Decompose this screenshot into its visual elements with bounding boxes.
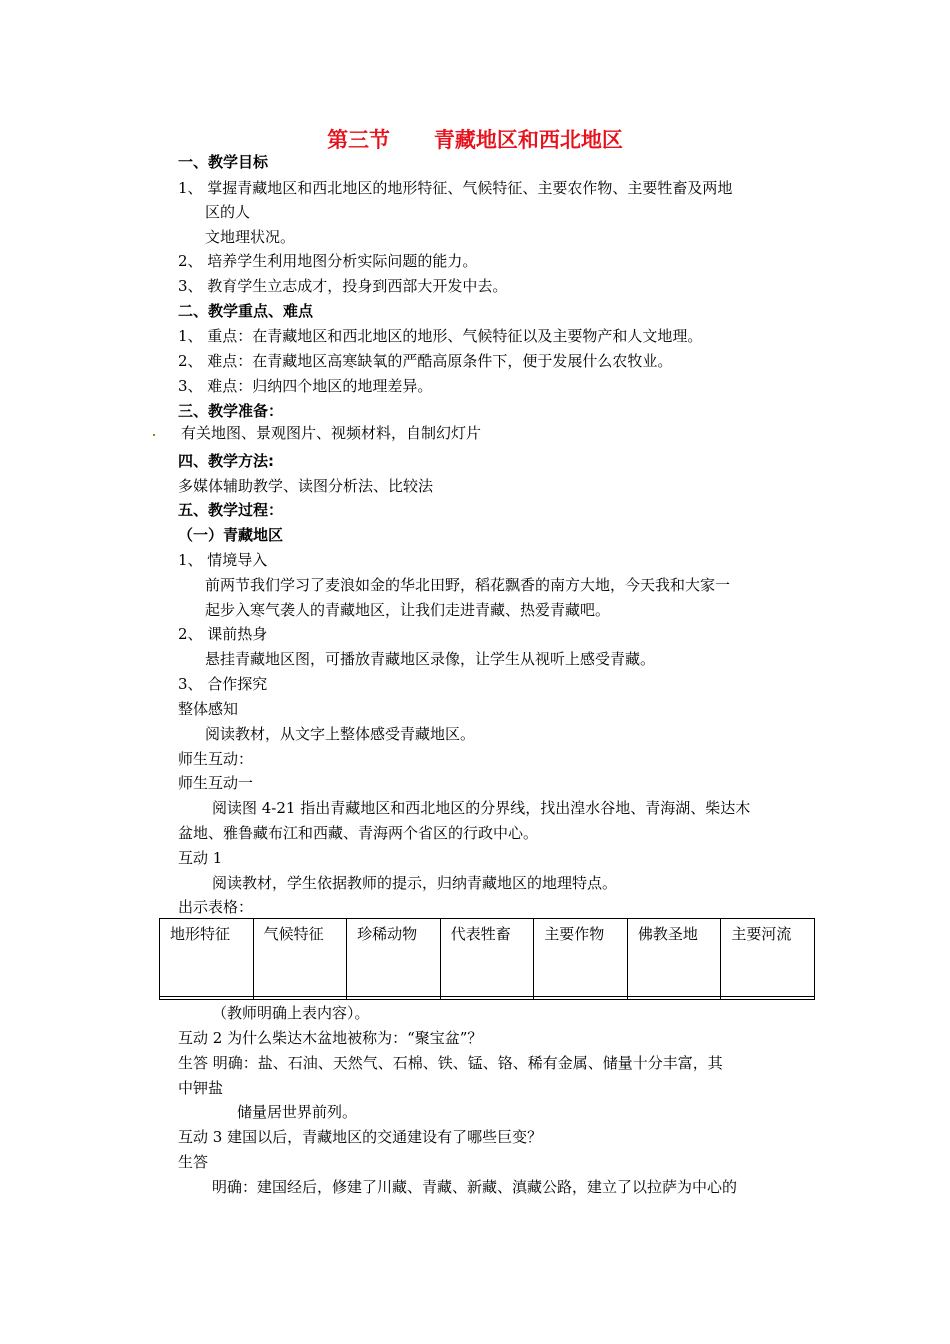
step-1-text: 前两节我们学习了麦浪如金的华北田野，稻花飘香的南方大地，今天我和大家一 <box>205 576 731 594</box>
table-row <box>160 997 815 1000</box>
interaction-one: 师生互动一 <box>178 774 254 792</box>
objective-2: 2、 培养学生利用地图分析实际问题的能力。 <box>178 252 478 270</box>
table-cell <box>440 997 534 1000</box>
section-heading-methods: 四、教学方法: <box>178 452 274 470</box>
answer-3-label: 生答 <box>178 1153 209 1171</box>
interaction-one-text: 阅读图 4-21 指出青藏地区和西北地区的分界线，找出湟水谷地、青海湖、柴达木 <box>212 799 751 817</box>
objective-3: 3、 教育学生立志成才，投身到西部大开发中去。 <box>178 277 508 295</box>
answer-3-text: 明确：建国经后，修建了川藏、青藏、新藏、滇藏公路，建立了以拉萨为中心的 <box>212 1178 738 1196</box>
stray-mark <box>153 434 155 436</box>
keypoint-2: 2、 难点：在青藏地区高寒缺氧的严酷高原条件下，便于发展什么农牧业。 <box>178 352 673 370</box>
step-3: 3、 合作探究 <box>178 675 268 693</box>
answer-2: 生答 明确：盐、石油、天然气、石棉、铁、锰、铬、稀有金属、储量十分丰富，其 <box>178 1054 723 1072</box>
table-header-cell: 代表牲畜 <box>440 919 534 997</box>
answer-2-cont: 中钾盐 <box>178 1079 224 1097</box>
objective-1-cont: 区的人 <box>205 203 251 221</box>
answer-2-cont2: 储量居世界前列。 <box>237 1103 358 1121</box>
section-heading-process: 五、教学过程： <box>178 501 284 519</box>
interaction-1-text: 阅读教材，学生依据教师的提示，归纳青藏地区的地理特点。 <box>212 874 618 892</box>
table-cell <box>253 997 347 1000</box>
table-cell <box>627 997 721 1000</box>
table-header-cell: 珍稀动物 <box>347 919 441 997</box>
step-1: 1、 情境导入 <box>178 551 268 569</box>
page-title: 第三节 青藏地区和西北地区 <box>327 128 623 152</box>
step-1-text-cont: 起步入寒气袭人的青藏地区，让我们走进青藏、热爱青藏吧。 <box>205 601 611 619</box>
subsection-qingzang: （一）青藏地区 <box>178 526 284 544</box>
section-heading-keypoints: 二、教学重点、难点 <box>178 302 314 320</box>
methods-text: 多媒体辅助教学、读图分析法、比较法 <box>178 477 434 495</box>
interaction-3: 互动 3 建国以后，青藏地区的交通建设有了哪些巨变？ <box>178 1128 543 1146</box>
objective-1-cont2: 文地理状况。 <box>205 228 296 246</box>
section-heading-objectives: 一、教学目标 <box>178 153 269 171</box>
table-header-cell: 佛教圣地 <box>627 919 721 997</box>
interaction-label: 师生互动： <box>178 750 254 768</box>
keypoint-1: 1、 重点：在青藏地区和西北地区的地形、气候特征以及主要物产和人文地理。 <box>178 327 703 345</box>
interaction-one-text-cont: 盆地、雅鲁藏布江和西藏、青海两个省区的行政中心。 <box>178 824 539 842</box>
show-table-label: 出示表格： <box>178 898 254 916</box>
step-2-text: 悬挂青藏地区图，可播放青藏地区录像，让学生从视听上感受青藏。 <box>205 650 656 668</box>
table-cell <box>721 997 815 1000</box>
table-cell <box>534 997 628 1000</box>
overall-perception: 整体感知 <box>178 700 239 718</box>
preparation-text: 有关地图、景观图片、视频材料，自制幻灯片 <box>181 424 482 442</box>
table-cell <box>160 997 254 1000</box>
keypoint-3: 3、 难点：归纳四个地区的地理差异。 <box>178 377 433 395</box>
step-2: 2、 课前热身 <box>178 625 268 643</box>
features-table <box>159 918 815 1000</box>
section-heading-preparation: 三、教学准备： <box>178 402 284 420</box>
overall-perception-text: 阅读教材，从文字上整体感受青藏地区。 <box>205 725 476 743</box>
table-note: （教师明确上表内容）。 <box>212 1004 370 1022</box>
interaction-2: 互动 2 为什么柴达木盆地被称为：“聚宝盆”？ <box>178 1029 483 1047</box>
table-header-cell: 主要河流 <box>721 919 815 997</box>
objective-1: 1、 掌握青藏地区和西北地区的地形特征、气候特征、主要农作物、主要牲畜及两地 <box>178 179 733 197</box>
interaction-1: 互动 1 <box>178 849 223 867</box>
table-header-cell: 主要作物 <box>534 919 628 997</box>
table-cell <box>347 997 441 1000</box>
table-header-row <box>160 919 815 997</box>
table-header-cell: 地形特征 <box>160 919 254 997</box>
table-header-cell: 气候特征 <box>253 919 347 997</box>
